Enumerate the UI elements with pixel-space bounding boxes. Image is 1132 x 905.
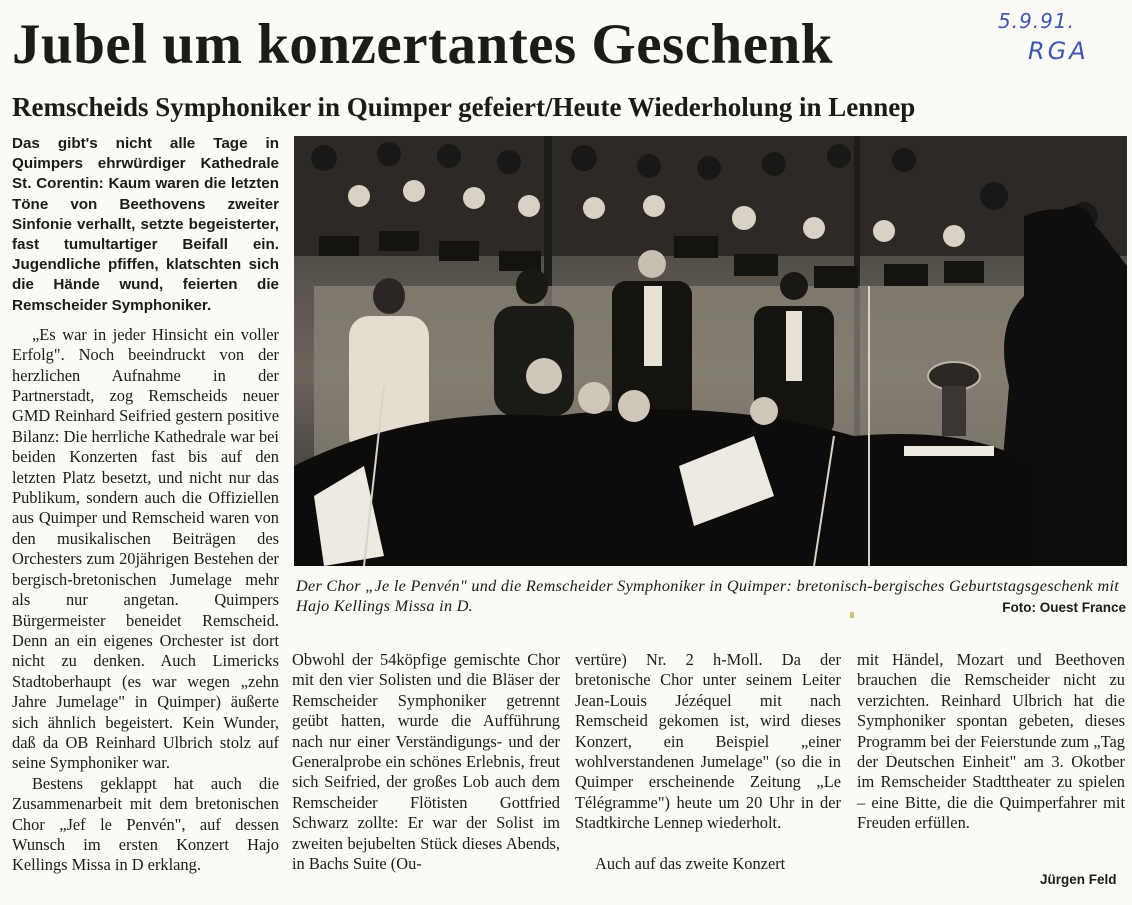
article-column-2: Obwohl der 54köpfige gemischte Chor mit den vier Solisten und die Bläser der Remscheider Symphoniker getrennt geübt hatten, wurde die Aufführung nach nur einer Verständigungs- und der Generalprobe ein schönes Erlebnis, freut sich Seifried, der großes Lob auch dem Remscheider Flötisten Gottfried Schwarz zollte: Er war der Solist im zweiten bejubelten Stück dieses Abends, in Bachs Suite (Ou- bbox=[292, 650, 560, 874]
stamp-date: 5.9.91. bbox=[998, 9, 1075, 33]
photo-caption: Der Chor „Je le Penvén" und die Remscheider Symphoniker in Quimper: bretonisch-bergisches Geburtstagsgeschenk mit Hajo Kellings Missa in D. bbox=[296, 577, 1120, 615]
article-column-4: mit Händel, Mozart und Beethoven brauchen die Remscheider nicht zu verzichten. Reinhard Ulbrich hat die Symphoniker spontan gebeten, dieses Programm bei der Feierstunde zum „Tag der Deutschen Einheit" am 3. Okotber im Remscheider Stadttheater zu spielen – eine Bitte, die die Quimperfahrer mit Freuden erfüllen. bbox=[857, 650, 1125, 833]
author-byline: Jürgen Feld bbox=[1040, 872, 1117, 887]
article-column-1 bbox=[12, 134, 279, 876]
article-column-3 bbox=[575, 650, 841, 874]
headline: Jubel um konzertantes Geschenk bbox=[12, 13, 833, 76]
subheadline: Remscheids Symphoniker in Quimper gefeiert/Heute Wiederholung in Lennep bbox=[12, 92, 916, 122]
lead-paragraph: Das gibt's nicht alle Tage in Quimpers ehrwürdiger Kathedrale St. Corentin: Kaum waren die letzten Töne von Beethovens zweiter Sinfonie verhallt, setzte begeisterter, fast tumultartiger Beifall ein. Jugendliche pfiffen, klatschten sich die Hände wund, feierten die Remscheider Symphoniker. bbox=[12, 135, 279, 314]
concert-photo bbox=[294, 136, 1127, 566]
body-paragraph: Auch auf das zweite Konzert bbox=[595, 853, 786, 873]
body-paragraph: „Es war in jeder Hinsicht ein voller Erfolg". Noch beeindruckt von der herzlichen Aufnahme in der Partnerstadt, zog Remscheids neuer GMD Reinhard Seifried gestern positive Bilanz: Die herrliche Kathedrale war bei beiden Konzerten fast bis auf den letzten Platz besetzt, und nicht nur das Publikum, sondern auch die Offiziellen aus Quimper und Remscheid waren von den musikalischen Beiträgen des Orchesters zum 20jährigen Bestehen der bergisch-bretonischen Jumelage mehr als nur angetan. Quimpers Bürgermeister beneidet Remscheid. Denn an ein eigenes Orchester ist dort nicht zu denken. Auch Limericks Stadtoberhaupt (es war wegen „zehn Jahre Jumelage" in Quimper) äußerte sich ähnlich begeistert. Kein Wunder, daß da OB Reinhard Ulbrich stolz auf seine Symphoniker war. bbox=[12, 324, 279, 773]
body-paragraph: vertüre) Nr. 2 h-Moll. Da der bretonische Chor unter seinem Leiter Jean-Louis Jézéquel mit nach Remscheid gekomen ist, wird dieses Konzert, ein Beispiel „einer wohlverstandenen Jumelage" (so die in Quimper erscheinende Zeitung „Le Télégramme") heute um 20 Uhr in der Stadtkirche Lennep wiederholt. bbox=[575, 650, 841, 833]
choir-orchestra-image bbox=[294, 136, 1127, 566]
body-paragraph: Bestens geklappt hat auch die Zusammenarbeit mit dem bretonischen Chor „Jef le Penvén", auf dessen Wunsch im ersten Konzert Hajo Kellings Missa in D erklang. bbox=[12, 773, 279, 875]
photo-credit: Foto: Ouest France bbox=[1002, 600, 1126, 615]
print-speck bbox=[850, 612, 854, 618]
date-stamp bbox=[998, 6, 1118, 66]
stamp-source: RGA bbox=[1028, 37, 1089, 65]
